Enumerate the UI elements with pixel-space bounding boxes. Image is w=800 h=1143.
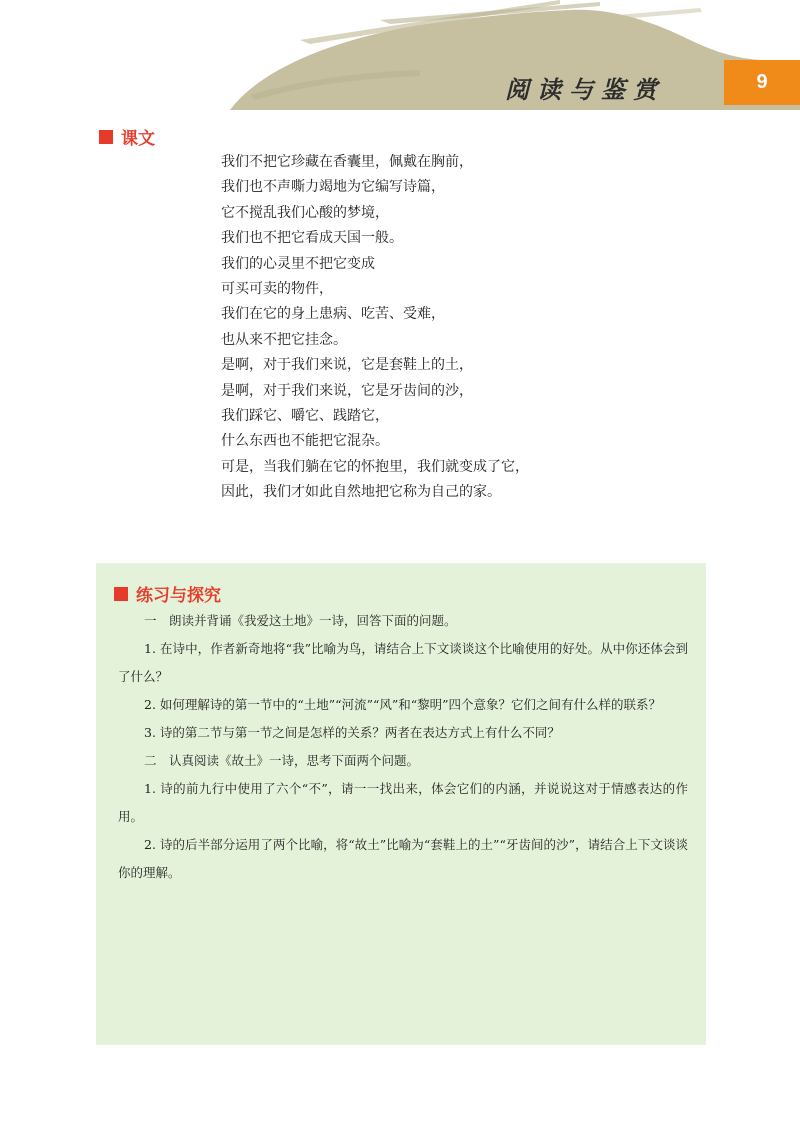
red-square-icon [99, 130, 113, 144]
exercise-item: 2. 诗的后半部分运用了两个比喻，将“故土”比喻为“套鞋上的土”“牙齿间的沙”，请结合上下文谈谈你的理解。 [118, 837, 688, 880]
header-title: 阅读与鉴赏 [505, 75, 665, 104]
poem-line: 我们也不声嘶力竭地为它编写诗篇， [221, 179, 445, 196]
exercise-item: 1. 诗的前九行中使用了六个“不”，请一一找出来，体会它们的内涵，并说说这对于情感表达的作用。 [118, 781, 688, 824]
poem-line: 也从来不把它挂念。 [221, 331, 347, 348]
page-header [0, 0, 800, 110]
exercise-item: 1. 在诗中，作者新奇地将“我”比喻为鸟，请结合上下文谈谈这个比喻使用的好处。从中你还体会到了什么？ [118, 641, 688, 684]
text-section-title: 课文 [121, 129, 155, 149]
exercise-heading [114, 581, 221, 606]
exercise-item: 一 朗读并背诵《我爱这土地》一诗，回答下面的问题。 [144, 613, 457, 628]
page-number: 9 [756, 71, 768, 93]
poem-line: 我们在它的身上患病、吃苦、受难， [221, 306, 445, 323]
exercise-item: 3. 诗的第二节与第一节之间是怎样的关系？两者在表达方式上有什么不同？ [144, 725, 560, 740]
poem-line: 是啊，对于我们来说，它是套鞋上的土， [221, 357, 473, 374]
red-square-icon [114, 587, 128, 601]
poem-line: 因此，我们才如此自然地把它称为自己的家。 [221, 484, 501, 501]
poem-line: 是啊，对于我们来说，它是牙齿间的沙， [221, 382, 473, 399]
exercise-box [96, 563, 706, 1045]
brush-stroke-decoration [0, 0, 800, 110]
poem-line: 我们的心灵里不把它变成 [221, 255, 375, 272]
exercise-item: 2. 如何理解诗的第一节中的“土地”“河流”“风”和“黎明”四个意象？它们之间有什么样的联系？ [144, 697, 662, 712]
page-number-badge [724, 60, 800, 105]
poem [221, 150, 641, 505]
poem-line: 我们踩它、嚼它、践踏它， [221, 407, 389, 424]
text-section-heading [99, 124, 155, 149]
exercise-title: 练习与探究 [136, 586, 221, 606]
poem-line: 可买可卖的物件， [221, 280, 333, 297]
poem-line: 它不搅乱我们心酸的梦境， [221, 204, 389, 221]
poem-line: 什么东西也不能把它混杂。 [221, 433, 389, 450]
exercise-list [118, 607, 688, 887]
exercise-item: 二 认真阅读《故土》一诗，思考下面两个问题。 [144, 753, 420, 768]
poem-line: 可是，当我们躺在它的怀抱里，我们就变成了它， [221, 458, 529, 475]
poem-line: 我们也不把它看成天国一般。 [221, 230, 403, 247]
poem-line: 我们不把它珍藏在香囊里，佩戴在胸前， [221, 154, 473, 170]
